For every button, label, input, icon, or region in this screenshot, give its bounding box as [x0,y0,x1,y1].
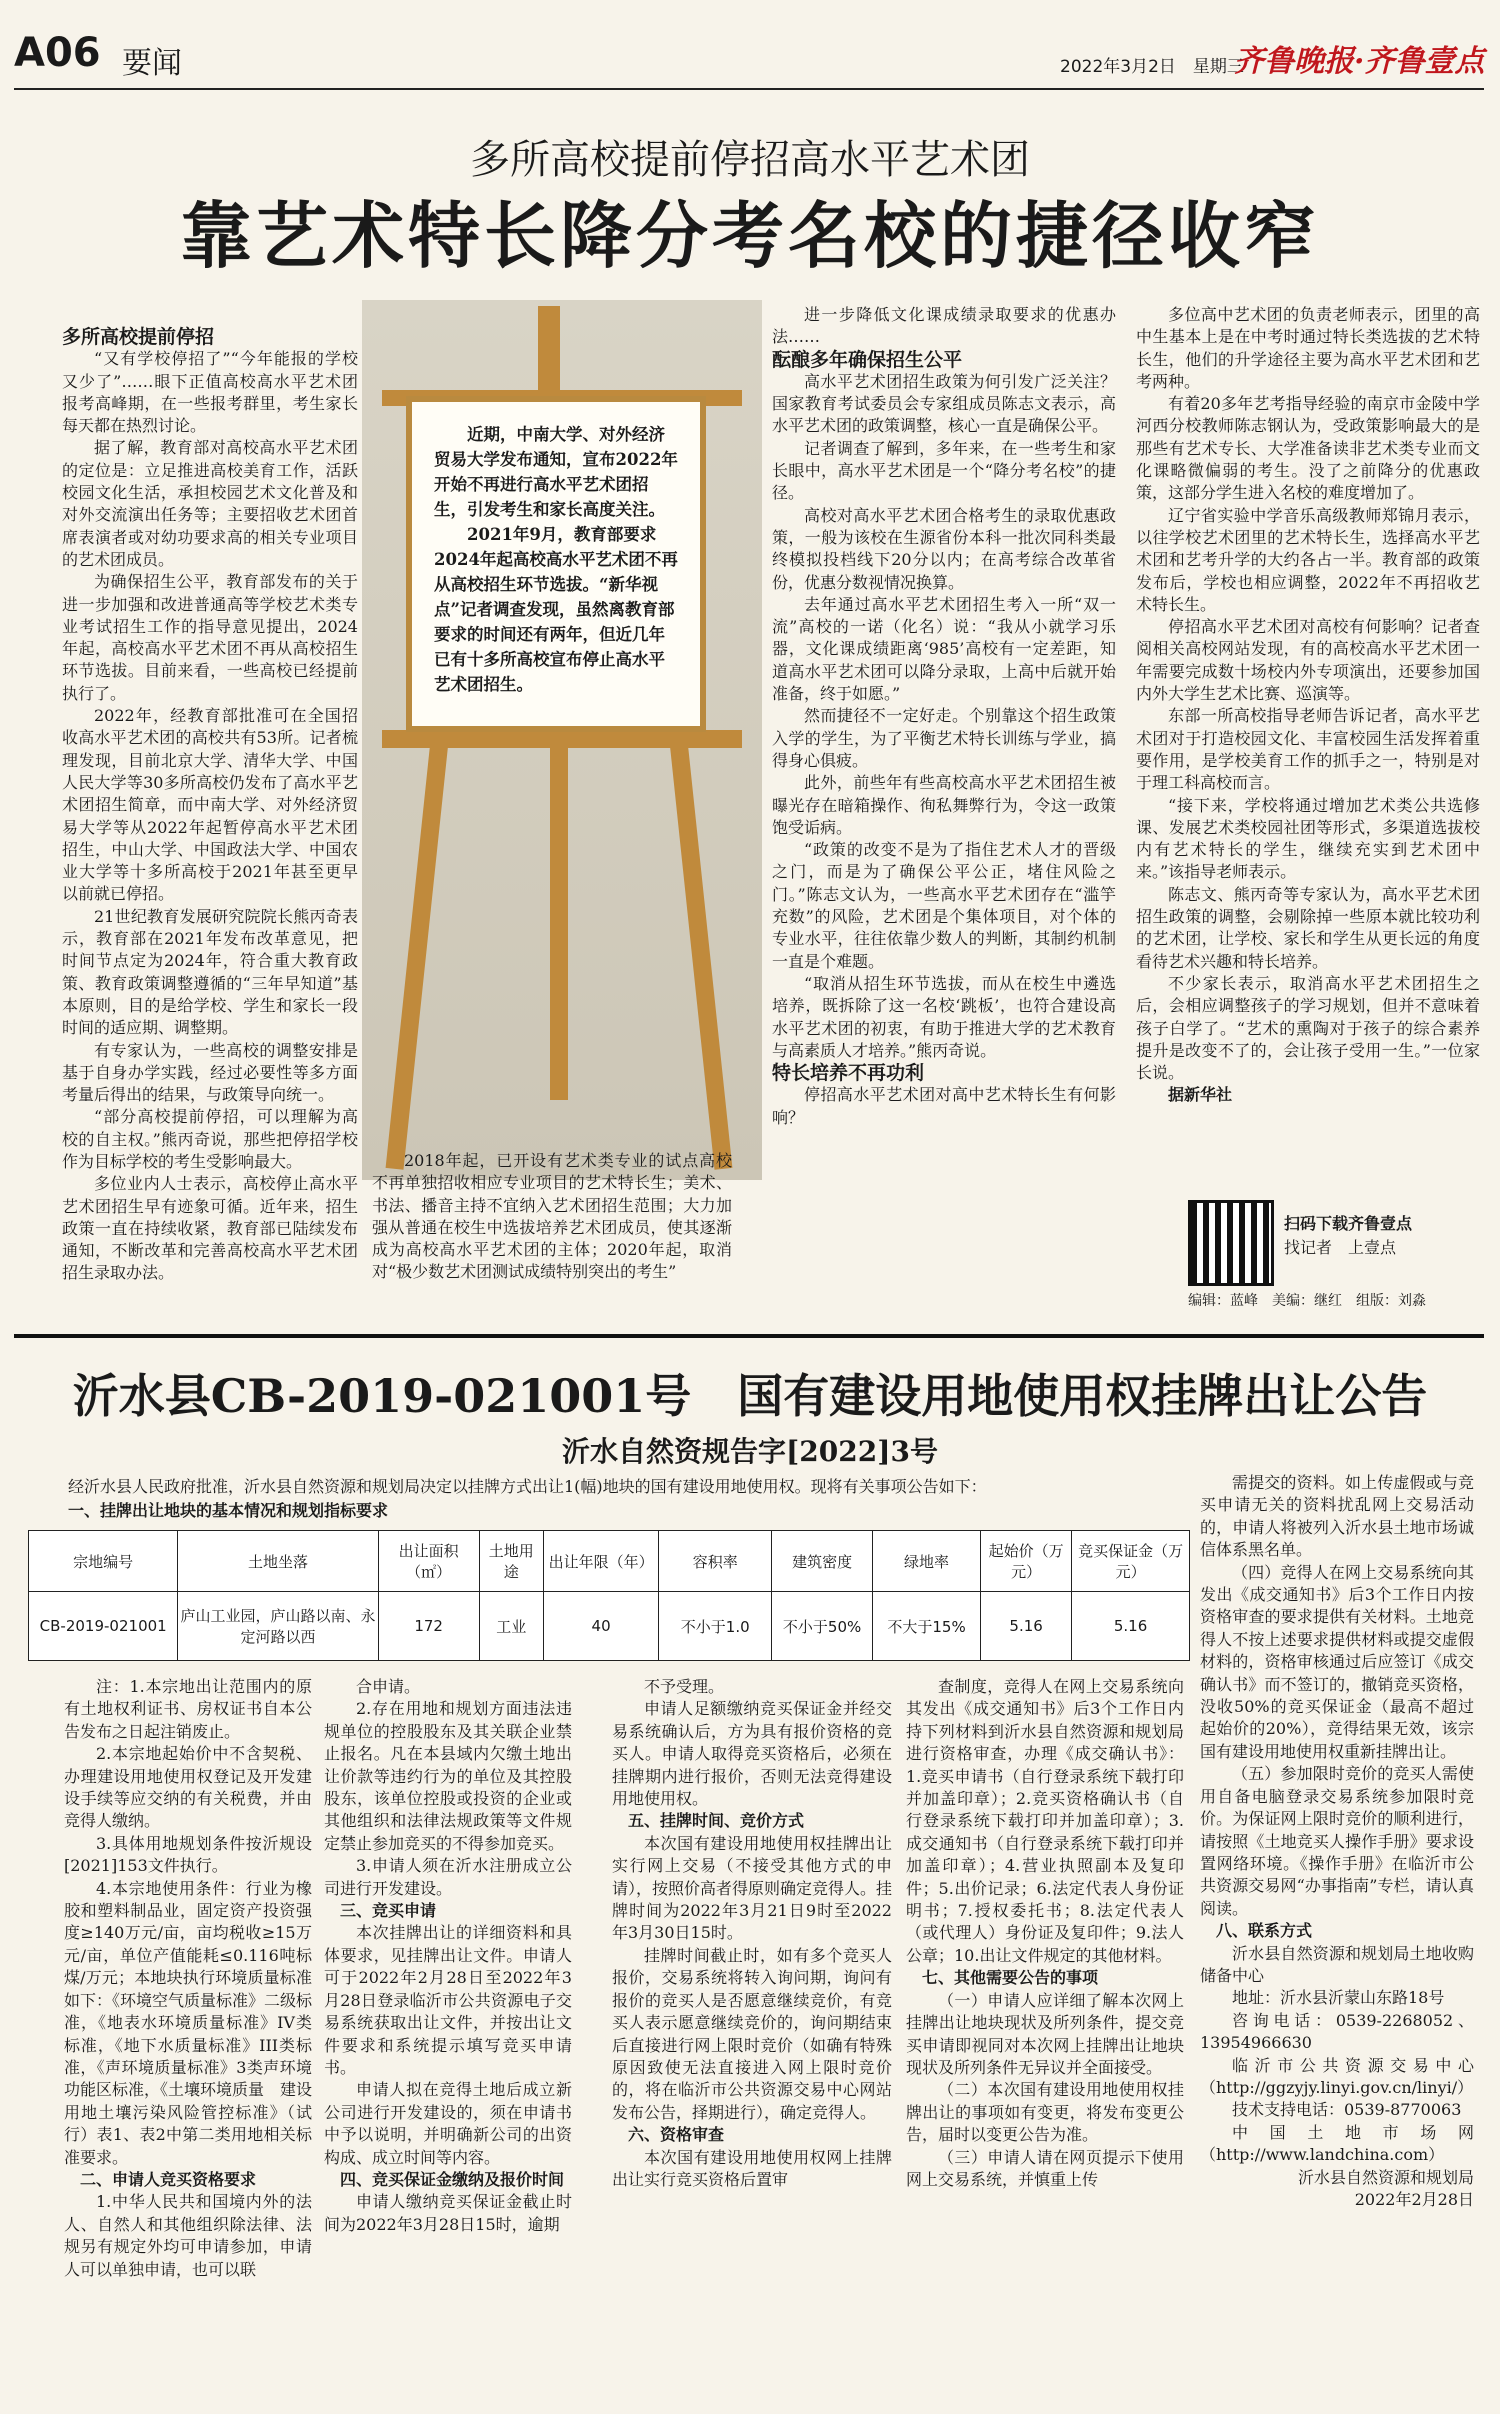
table-header-row [29,1531,1190,1592]
table-cell: 不小于1.0 [659,1592,772,1661]
signature-line: 据新华社 [1168,1085,1233,1105]
table-header: 绿地率 [873,1531,981,1592]
paragraph: （三）申请人请在网页提示下使用网上交易系统，并慎重上传 [906,2147,1184,2189]
header-divider [14,88,1484,90]
paragraph: 不少家长表示，取消高水平艺术团招生之后，会相应调整孩子的学习规划，但并不意味着孩子白学了。“艺术的熏陶对于孩子的综合素养提升是改变不了的，会让孩子受用一生。”一位家长说。 [1136,973,1480,1083]
paragraph: 申请人缴纳竞买保证金截止时间为2022年3月28日15时，逾期 [324,2192,572,2234]
paragraph: （四）竞得人在网上交易系统向其发出《成交通知书》后3个工作日内按资格审查的要求提供有关材料。土地竞得人不按上述要求提供材料或提交虚假材料的，资格审核通过后应签订《成交确认书》而不签订的，撤销竞买资格，没收50%的竞买保证金（最高不超过起始价的20%），竞得结果无效，该宗国有建设用地使用权重新挂牌出让。 [1200,1562,1474,1761]
paragraph: “部分高校提前停招，可以理解为高校的自主权。”熊丙奇说，那些把停招学校作为目标学校的考生受影响最大。 [62,1107,358,1171]
section-heading: 六、资格审查 [628,2125,725,2145]
page-number: A06 [14,30,101,76]
qr-code[interactable] [1188,1200,1274,1286]
article-column-4 [1136,304,1480,1107]
paragraph: 高校对高水平艺术团合格考生的录取优惠政策，一般为该校在生源省份本科一批次同科类最终模拟投档线下20分以内；在高考综合改革省份，优惠分数视情况换算。 [772,505,1116,592]
notice-section-1: 一、挂牌出让地块的基本情况和规划指标要求 [68,1501,389,1520]
paragraph: 不予受理。 [644,1677,725,1696]
paragraph: “又有学校停招了”“今年能报的学校又少了”……眼下正值高校高水平艺术团报考高峰期，在一些报考群里，考生家长每天都在热烈讨论。 [62,349,358,436]
table-header: 竞买保证金（万元） [1072,1531,1190,1592]
subheading: 酝酿多年确保招生公平 [772,348,963,371]
notice-title: 沂水县CB-2019-021001号 国有建设用地使用权挂牌出让公告 [72,1369,1428,1423]
table-header: 土地坐落 [178,1531,378,1592]
section-divider [14,1334,1484,1338]
subheading: 特长培养不再功利 [772,1062,925,1085]
paragraph: 3.具体用地规划条件按沂规设[2021]153文件执行。 [64,1833,312,1876]
newspaper-logo: 齐鲁晚报·齐鲁壹点 [1234,44,1485,79]
paragraph: 东部一所高校指导老师告诉记者，高水平艺术团对于打造校园文化、丰富校园生活发挥着重要作用，是学校美育工作的抓手之一，特别是对于理工科高校而言。 [1136,706,1480,793]
signature-line: 沂水县自然资源和规划局 [1297,2167,1474,2187]
paragraph: 临沂市公共资源交易中心（http://ggzyjy.linyi.gov.cn/linyi/） [1200,2055,1474,2097]
table-cell: CB-2019-021001 [29,1592,178,1661]
table-cell: 不小于50% [772,1592,873,1661]
notice-intro: 经沂水县人民政府批准，沂水县自然资源和规划局决定以挂牌方式出让1(幅)地块的国有建设用地使用权。现将有关事项公告如下： [68,1477,987,1496]
table-cell: 172 [378,1592,479,1661]
section-heading: 五、挂牌时间、竞价方式 [628,1811,805,1831]
table-header: 土地用途 [479,1531,543,1592]
article-column-2-bottom [372,1150,732,1284]
paragraph: 4.本宗地使用条件：行业为橡胶和塑料制品业，固定资产投资强度≥140万元/亩，亩均税收≥15万元/亩，单位产值能耗≤0.116吨标煤/万元；本地块执行环境质量标准如下：《环境空气质量标准》二级标准，《地表水环境质量标准》IV类标准，《地下水质量标准》III类标准，《声环境质量标准》3类声环境功能区标准，《土壤环境质量 建设用地土壤污染风险管控标准》（试行）表1、表2中第二类用地相关标准要求。 [64,1878,313,2167]
table-cell: 庐山工业园，庐山路以南、永定河路以西 [178,1592,378,1661]
paragraph: “接下来，学校将通过增加艺术类公共选修课、发展艺术类校园社团等形式，多渠道选拔校内有艺术特长的学生，继续充实到艺术团中来。”该指导老师表示。 [1136,795,1480,882]
paragraph: 陈志文、熊丙奇等专家认为，高水平艺术团招生政策的调整，会剔除掉一些原本就比较功利的艺术团，让学校、家长和学生从更长远的角度看待艺术兴趣和特长培养。 [1136,884,1480,971]
paragraph: 有着20多年艺考指导经验的南京市金陵中学河西分校教师陈志钢认为，受政策影响最大的是那些有艺术专长、大学准备读非艺术类专业而文化课略微偏弱的考生。没了之前降分的优惠政策，这部分学生进入名校的难度增加了。 [1136,394,1480,503]
section-heading: 四、竞买保证金缴纳及报价时间 [340,2169,565,2189]
easel-board-text [406,396,706,732]
paragraph: “取消从招生环节选拔，而从在校生中遴选培养，既拆除了这一名校‘跳板’，也符合建设高水平艺术团的初衷，有助于推进大学的艺术教育与高素质人才培养。”熊丙奇说。 [772,973,1116,1060]
paragraph: 有专家认为，一些高校的调整安排是基于自身办学实践，经过必要性等多方面考量后得出的结果，与政策导向统一。 [62,1040,358,1105]
section-name: 要闻 [122,46,182,81]
paragraph: 停招高水平艺术团对高中艺术特长生有何影响？ [772,1085,1116,1127]
paragraph: 本次国有建设用地使用权网上挂牌出让实行竞买资格后置审 [612,2147,892,2189]
paragraph: 咨询电话：0539-2268052、13954966630 [1200,2010,1474,2053]
section-heading: 三、竞买申请 [340,1901,437,1921]
table-header: 宗地编号 [29,1531,178,1592]
table-header: 起始价（万元） [981,1531,1072,1592]
paragraph: 本次国有建设用地使用权挂牌出让实行网上交易（不接受其他方式的申请），按照价高者得原则确定竞得人。挂牌时间为2022年3月21日9时至2022年3月30日15时。 [612,1833,893,1943]
easel-leg-center [550,740,568,1100]
paragraph: 辽宁省实验中学音乐高级教师郑锦月表示，以往学校艺术团里的艺术特长生，选择高水平艺术团和艺考升学的大约各占一半。教育部的政策发布后，学校也相应调整，2022年不再招收艺术特长生。 [1136,505,1480,614]
table-cell: 不大于15% [873,1592,981,1661]
issue-date: 2022年3月2日 星期三 [1060,57,1244,77]
editor-credits: 编辑：蓝峰 美编：继红 组版：刘淼 [1188,1293,1426,1309]
paragraph: 沂水县自然资源和规划局土地收购储备中心 [1200,1943,1474,1985]
paragraph: 技术支持电话：0539-8770063 [1232,2100,1462,2120]
paragraph: 2.存在用地和规划方面违法违规单位的控股股东及其关联企业禁止报名。凡在本县域内欠缴土地出让价款等违约行为的单位及其控股股东，该单位控股或投资的企业或其他组织和法律法规政策等文件规定禁止参加竞买的不得参加竞买。 [324,1699,572,1853]
paragraph: 查制度，竞得人在网上交易系统向其发出《成交通知书》后3个工作日内持下列材料到沂水县自然资源和规划局进行资格审查，办理《成交确认书》：1.竞买申请书（自行登录系统下载打印并加盖印章）；2.竞买资格确认书（自行登录系统下载打印并加盖印章）；3.成交通知书（自行登录系统下载打印并加盖印章）；4.营业执照副本及复印件；5.出价记录；6.法定代表人身份证明书；7.授权委托书；8.法定代表人（或代理人）身份证及复印件；9.法人公章；10.出让文件规定的其他材料。 [906,1677,1184,1965]
paragraph: 多位业内人士表示，高校停止高水平艺术团招生早有迹象可循。近年来，招生政策一直在持续收紧，教育部已陆续发布通知，不断改革和完善高校高水平艺术团招生录取办法。 [62,1174,358,1283]
paragraph: 本次挂牌出让的详细资料和具体要求，见挂牌出让文件。申请人可于2022年2月28日至2022年3月28日登录临沂市公共资源电子交易系统获取出让文件，并按出让文件要求和系统提示填写竞买申请书。 [324,1923,572,2077]
paragraph: 地址：沂水县沂蒙山东路18号 [1232,1988,1445,2008]
table-row [29,1592,1190,1661]
paragraph: “政策的改变不是为了指住艺术人才的晋级之门，而是为了确保公平公正，堵住风险之门。”陈志文认为，一些高水平艺术团存在“滥竽充数”的风险，艺术团是个集体项目，对个体的专业水平，往往依靠少数人的判断，其制约机制一直是个难题。 [772,840,1116,971]
qr-caption [1284,1212,1412,1260]
paragraph: 中国土地市场网（http://www.landchina.com） [1200,2122,1474,2165]
notice-right-column [1200,1472,1474,2211]
table-header: 建筑密度 [772,1531,873,1592]
parcel-table [28,1530,1190,1661]
table-cell: 5.16 [981,1592,1072,1661]
table-header: 出让年限（年） [543,1531,658,1592]
paragraph: 申请人拟在竞得土地后成立新公司进行开发建设的，须在申请书中予以说明，并明确新公司的出资构成、成立时间等内容。 [324,2080,572,2167]
article-column-3 [772,304,1116,1129]
qr-line-2: 找记者 上壹点 [1284,1238,1397,1257]
paragraph: 去年通过高水平艺术团招生考入一所“双一流”高校的一诺（化名）说：“我从小就学习乐器，文化课成绩距离‘985’高校有一定差距，知道高水平艺术团可以降分录取，上高中后就开始准备，终于如愿。” [772,594,1116,704]
easel-ledge [382,730,742,748]
section-heading: 二、申请人竞买资格要求 [80,2169,257,2189]
table-cell: 工业 [479,1592,543,1661]
paragraph: 此外，前些年有些高校高水平艺术团招生被曝光存在暗箱操作、徇私舞弊行为，令这一政策饱受诟病。 [772,773,1116,837]
paragraph: 然而捷径不一定好走。个别靠这个招生政策入学的学生，为了平衡艺术特长训练与学业，搞得身心俱疲。 [772,706,1116,770]
board-paragraph-2: 2021年9月，教育部要求2024年起高校高水平艺术团不再从高校招生环节选拔。“新华视点”记者调查发现，虽然离教育部要求的时间还有两年，但近几年已有十多所高校宣布停止高水平艺术团招生。 [434,525,678,694]
table-cell: 5.16 [1072,1592,1190,1661]
paragraph: （五）参加限时竞价的竞买人需使用自备电脑登录交易系统参加限时竞价。为保证网上限时竞价的顺利进行，请按照《土地竞买人操作手册》要求设置网络环境。《操作手册》在临沂市公共资源交易网“办事指南”专栏，请认真阅读。 [1200,1764,1474,1918]
paragraph: 2018年起，已开设有艺术类专业的试点高校不再单独招收相应专业项目的艺术特长生；美术、书法、播音主持不宜纳入艺术团招生范围；大力加强从普通在校生中选拔培养艺术团成员，使其逐渐成为高校高水平艺术团的主体；2020年起，取消对“极少数艺术团测试成绩特别突出的考生” [372,1151,732,1282]
paragraph: 多位高中艺术团的负责老师表示，团里的高中生基本上是在中考时通过特长类选拔的艺术特长生，他们的升学途径主要为高水平艺术团和艺考两种。 [1136,305,1480,391]
easel-leg-right [670,740,733,1170]
paragraph: 合申请。 [356,1677,421,1696]
paragraph: 为确保招生公平，教育部发布的关于进一步加强和改进普通高等学校艺术类专业考试招生工作的指导意见提出，2024年起，高校高水平艺术团不再从高校招生环节选拔。目前来看，一些高校已经提前执行了。 [62,572,358,703]
paragraph: 2022年，经教育部批准可在全国招收高水平艺术团的高校共有53所。记者梳理发现，目前北京大学、清华大学、中国人民大学等30多所高校仍发布了高水平艺术团招生简章，而中南大学、对外经济贸易大学等从2022年起暂停高水平艺术团招生，中山大学、中国政法大学、中国农业大学等十多所高校于2021年甚至更早以前就已停招。 [62,706,358,904]
paragraph: （二）本次国有建设用地使用权挂牌出让的事项如有变更，将发布变更公告，届时以变更公告为准。 [906,2080,1184,2145]
paragraph: 21世纪教育发展研究院院长熊丙奇表示，教育部在2021年发布改革意见，把时间节点定为2024年，符合重大教育政策、教育政策调整遵循的“三年早知道”基本原则，目的是给学校、学生和家长一段时间的适应期、调整期。 [62,906,358,1038]
paragraph: 1.中华人民共和国境内外的法人、自然人和其他组织除法律、法规另有规定外均可申请参加，申请人可以单独申请，也可以联 [64,2192,312,2279]
paragraph: 停招高水平艺术团对高校有何影响？记者查阅相关高校网站发现，有的高校高水平艺术团一年需要完成数十场校内外专项演出，还要参加国内外大学生艺术比赛、巡演等。 [1136,617,1480,704]
section-heading: 八、联系方式 [1216,1921,1313,1941]
table-cell: 40 [543,1592,658,1661]
notice-column-2 [324,1676,572,2236]
paragraph: （一）申请人应详细了解本次网上挂牌出让地块现状及所列条件，提交竞买申请即视同对本次网上挂牌出让地块现状及所列条件无异议并全面接受。 [906,1990,1184,2077]
table-header: 容积率 [659,1531,772,1592]
paragraph: 需提交的资料。如上传虚假或与竞买申请无关的资料扰乱网上交易活动的，申请人将被列入沂水县土地市场诚信体系黑名单。 [1200,1473,1474,1560]
paragraph: 挂牌时间截止时，如有多个竞买人报价，交易系统将转入询问期，询问有报价的竞买人是否愿意继续竞价，有竞买人表示愿意继续竞价的，询问期结束后直接进行网上限时竞价（如确有特殊原因致使无法直接进入网上限时竞价的，将在临沂市公共资源交易中心网站发布公告，择期进行），确定竞得人。 [612,1945,892,2122]
paragraph: 3.申请人须在沂水注册成立公司进行开发建设。 [324,1856,572,1898]
table-header: 出让面积（㎡） [378,1531,479,1592]
notice-column-4 [906,1676,1184,2191]
paragraph: 进一步降低文化课成绩录取要求的优惠办法…… [772,305,1116,347]
paragraph: 高水平艺术团招生政策为何引发广泛关注？国家教育考试委员会专家组成员陈志文表示，高水平艺术团的政策调整，核心一直是确保公平。 [772,371,1116,436]
notice-column-1 [64,1676,312,2281]
notice-subtitle: 沂水自然资规告字[2022]3号 [562,1435,938,1468]
article-column-1 [62,326,358,1285]
notice-column-3 [612,1676,892,2191]
qr-line-1: 扫码下载齐鲁壹点 [1284,1214,1413,1233]
subheading: 多所高校提前停招 [62,326,215,348]
paragraph: 据了解，教育部对高校高水平艺术团的定位是：立足推进高校美育工作，活跃校园文化生活，承担校园艺术文化普及和对外交流演出任务等；主要招收艺术团首席表演者或对幼功要求高的相关专业项目的艺术团成员。 [62,438,358,569]
paragraph: 注：1.本宗地出让范围内的原有土地权利证书、房权证书自本公告发布之日起注销废止。 [64,1677,312,1741]
board-paragraph-1: 近期，中南大学、对外经济贸易大学发布通知，宣布2022年开始不再进行高水平艺术团招生，引发考生和家长高度关注。 [434,425,678,519]
paragraph: 记者调查了解到，多年来，在一些考生和家长眼中，高水平艺术团是一个“降分考名校”的捷径。 [772,438,1116,503]
easel-top [538,306,560,396]
paragraph: 2.本宗地起始价中不含契税、办理建设用地使用权登记及开发建设手续等应交纳的有关税费，并由竞得人缴纳。 [64,1744,312,1831]
article-headline: 靠艺术特长降分考名校的捷径收窄 [179,193,1320,278]
signature-line: 2022年2月28日 [1354,2190,1474,2209]
easel-leg-left [386,740,449,1170]
section-heading: 七、其他需要公告的事项 [922,1968,1099,1988]
paragraph: 申请人足额缴纳竞买保证金并经交易系统确认后，方为具有报价资格的竞买人。申请人取得竞买资格后，必须在挂牌期内进行报价，否则无法竞得建设用地使用权。 [612,1699,892,1809]
article-kicker: 多所高校提前停招高水平艺术团 [470,137,1030,183]
